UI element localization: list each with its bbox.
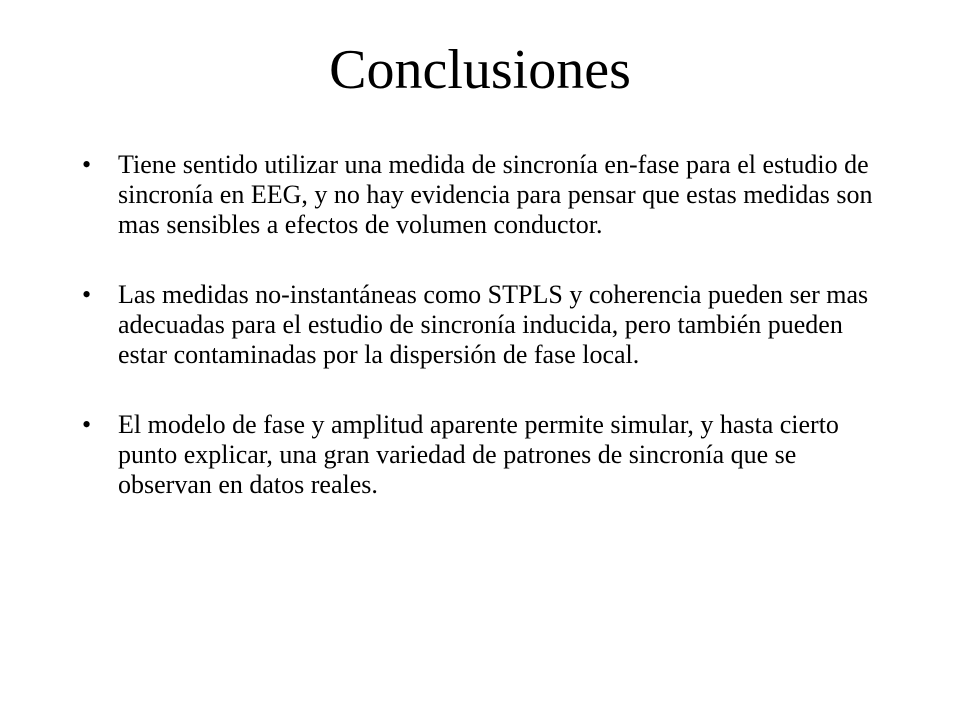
bullet-item bbox=[82, 150, 882, 240]
bullet-text: Las medidas no-instantáneas como STPLS y coherencia pueden ser mas adecuadas para el estudio de sincronía inducida, pero también pueden estar contaminadas por la dispersión de fase local. bbox=[118, 280, 869, 369]
bullet-text: El modelo de fase y amplitud aparente permite simular, y hasta cierto punto explicar, una gran variedad de patrones de sincronía que se observan en datos reales. bbox=[118, 410, 839, 499]
bullet-marker: • bbox=[82, 280, 92, 309]
bullet-text: Tiene sentido utilizar una medida de sincronía en-fase para el estudio de sincronía en EEG, y no hay evidencia para pensar que estas medidas son mas sensibles a efectos de volumen conductor. bbox=[118, 150, 873, 239]
bullet-list bbox=[82, 150, 882, 540]
slide-title: Conclusiones bbox=[329, 39, 631, 101]
bullet-marker: • bbox=[82, 410, 92, 439]
bullet-item bbox=[82, 280, 882, 370]
bullet-marker: • bbox=[82, 150, 92, 179]
bullet-item bbox=[82, 410, 882, 500]
